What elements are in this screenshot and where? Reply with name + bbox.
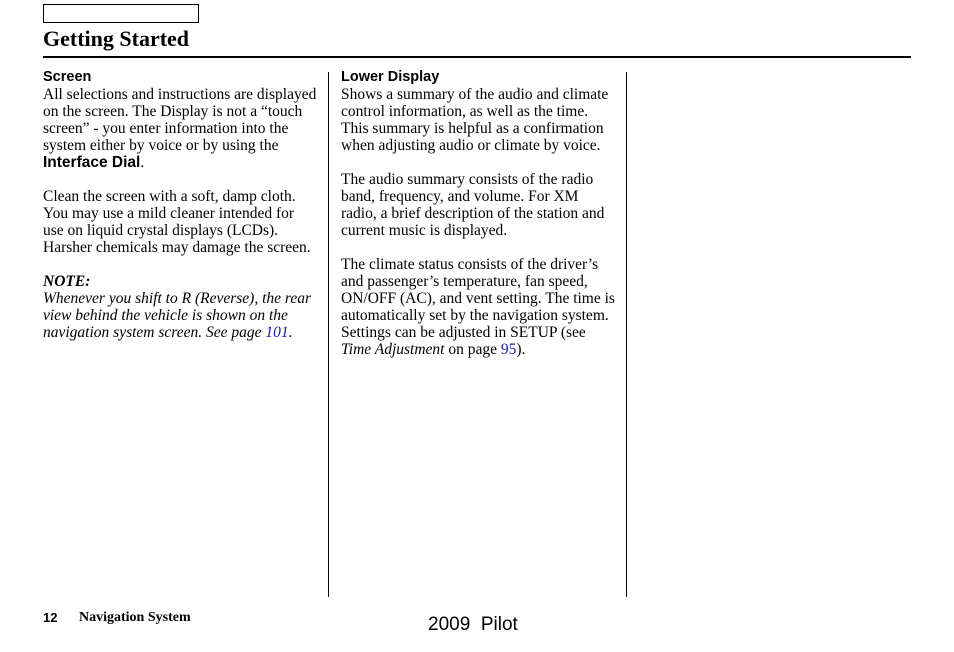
footer-model-text: 2009 Pilot bbox=[428, 614, 518, 635]
header-tab-box bbox=[43, 4, 199, 23]
column-middle bbox=[341, 69, 616, 375]
section-title: Getting Started bbox=[43, 26, 190, 51]
paragraph-audio-summary: The audio summary consists of the radio band, frequency, and volume. For XM radio, a brief description of the station and current music is displayed. bbox=[341, 171, 605, 239]
column-divider-1 bbox=[328, 72, 329, 597]
note-text bbox=[43, 290, 318, 341]
paragraph-climate-status-text: The climate status consists of the driver’s and passenger’s temperature, fan speed, ON/OFF (AC), and vent setting. The time is automatically set by the navigation system. Settings can be adjusted in SETUP (see bbox=[341, 256, 615, 341]
time-adjustment-term: Time Adjustment bbox=[341, 341, 445, 358]
paragraph-lower-display-intro: Shows a summary of the audio and climate control information, as well as the time. This summary is helpful as a confirmation when adjusting audio or climate by voice. bbox=[341, 86, 609, 154]
interface-dial-term: Interface Dial bbox=[43, 154, 141, 171]
note-label: NOTE: bbox=[43, 273, 91, 290]
paragraph-screen-intro bbox=[43, 86, 318, 171]
paragraph-climate-status-mid: on page bbox=[444, 341, 501, 358]
footer-page-number: 12 bbox=[43, 610, 58, 625]
paragraph-climate-status bbox=[341, 256, 616, 358]
footer-model-name bbox=[428, 614, 518, 636]
heading-lower-display: Lower Display bbox=[341, 69, 440, 85]
paragraph-screen-intro-end: . bbox=[140, 154, 145, 171]
page-95-link[interactable]: 95 bbox=[500, 341, 517, 358]
heading-screen: Screen bbox=[43, 69, 92, 85]
title-rule bbox=[43, 56, 911, 58]
column-left bbox=[43, 69, 318, 358]
column-divider-2 bbox=[626, 72, 627, 597]
note-text-body: Whenever you shift to R (Reverse), the rear view behind the vehicle is shown on the navigation system screen. See page bbox=[43, 290, 311, 341]
footer-section-name: Navigation System bbox=[79, 610, 191, 625]
page-101-link[interactable]: 101 bbox=[265, 324, 289, 341]
note-text-end: . bbox=[288, 324, 293, 341]
paragraph-climate-status-end: ). bbox=[516, 341, 526, 358]
paragraph-screen-intro-text: All selections and instructions are displayed on the screen. The Display is not a “touch screen” - you enter information into the system either by voice or by using the bbox=[43, 86, 317, 154]
paragraph-cleaning: Clean the screen with a soft, damp cloth. You may use a mild cleaner intended for use on liquid crystal displays (LCDs). Harsher chemicals may damage the screen. bbox=[43, 188, 311, 256]
